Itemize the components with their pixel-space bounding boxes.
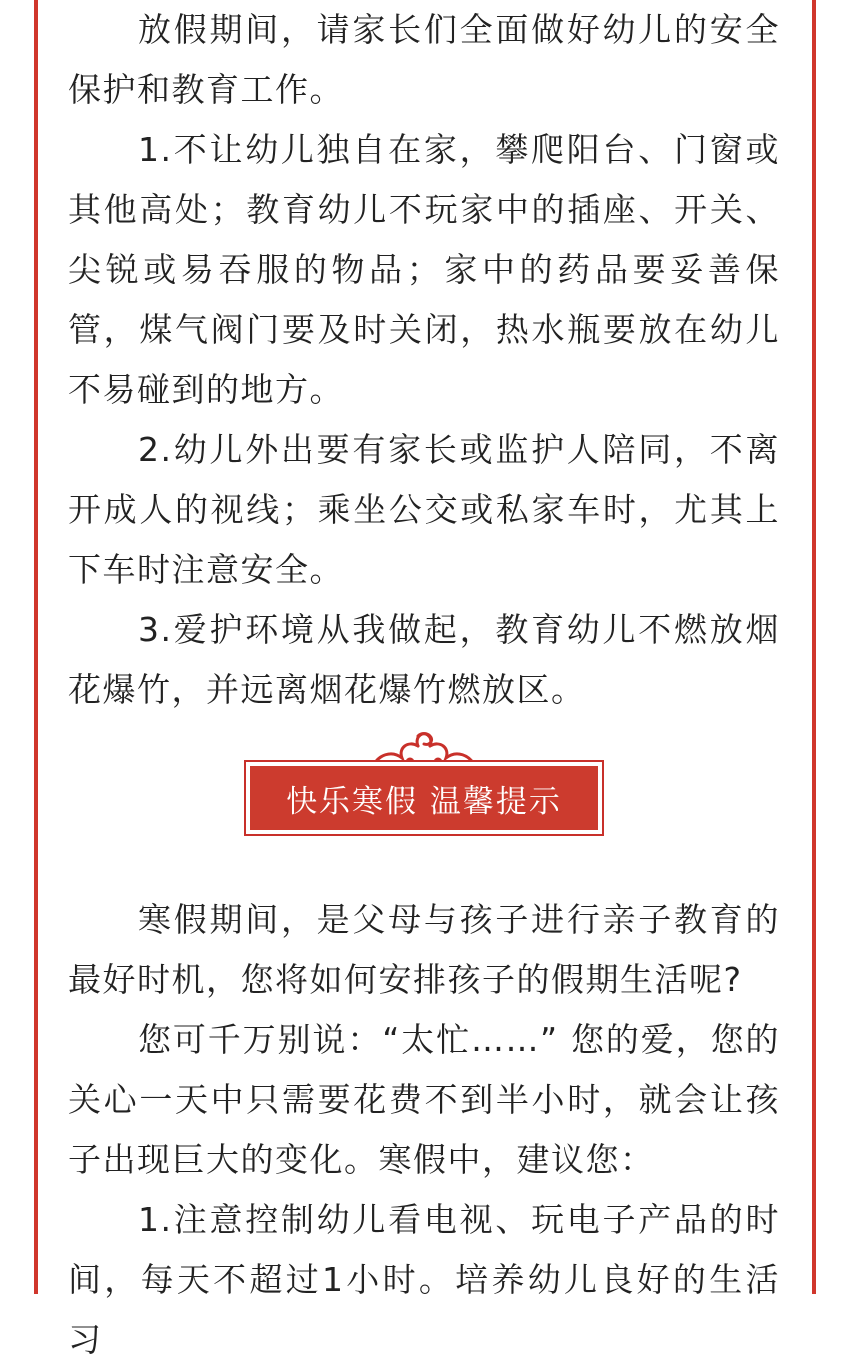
banner-title: 快乐寒假 温馨提示 [250,766,598,830]
paragraph-safety-2: 2.幼儿外出要有家长或监护人陪同，不离开成人的视线；乘坐公交或私家车时，尤其上下车时注意安全。 [68,430,780,589]
section-banner [68,720,780,890]
article-content [68,0,780,1370]
paragraph-safety-intro: 放假期间，请家长们全面做好幼儿的安全保护和教育工作。 [68,10,780,109]
banner-frame [244,760,604,836]
page-frame-right-border [812,0,816,1294]
paragraph-holiday-intro: 寒假期间，是父母与孩子进行亲子教育的最好时机，您将如何安排孩子的假期生活呢? [68,900,780,999]
paragraph-safety-3: 3.爱护环境从我做起，教育幼儿不燃放烟花爆竹，并远离烟花爆竹燃放区。 [68,610,780,709]
page-frame-left-border [34,0,38,1294]
paragraph-holiday-advice: 您可千万别说：“太忙……” 您的爱，您的关心一天中只需要花费不到半小时，就会让孩子出现巨大的变化。寒假中，建议您： [68,1020,780,1179]
paragraph-holiday-1: 1.注意控制幼儿看电视、玩电子产品的时间，每天不超过1小时。培养幼儿良好的生活习 [68,1200,780,1359]
paragraph-safety-1: 1.不让幼儿独自在家，攀爬阳台、门窗或其他高处；教育幼儿不玩家中的插座、开关、尖锐或易吞服的物品；家中的药品要妥善保管，煤气阀门要及时关闭，热水瓶要放在幼儿不易碰到的地方。 [68,130,780,409]
